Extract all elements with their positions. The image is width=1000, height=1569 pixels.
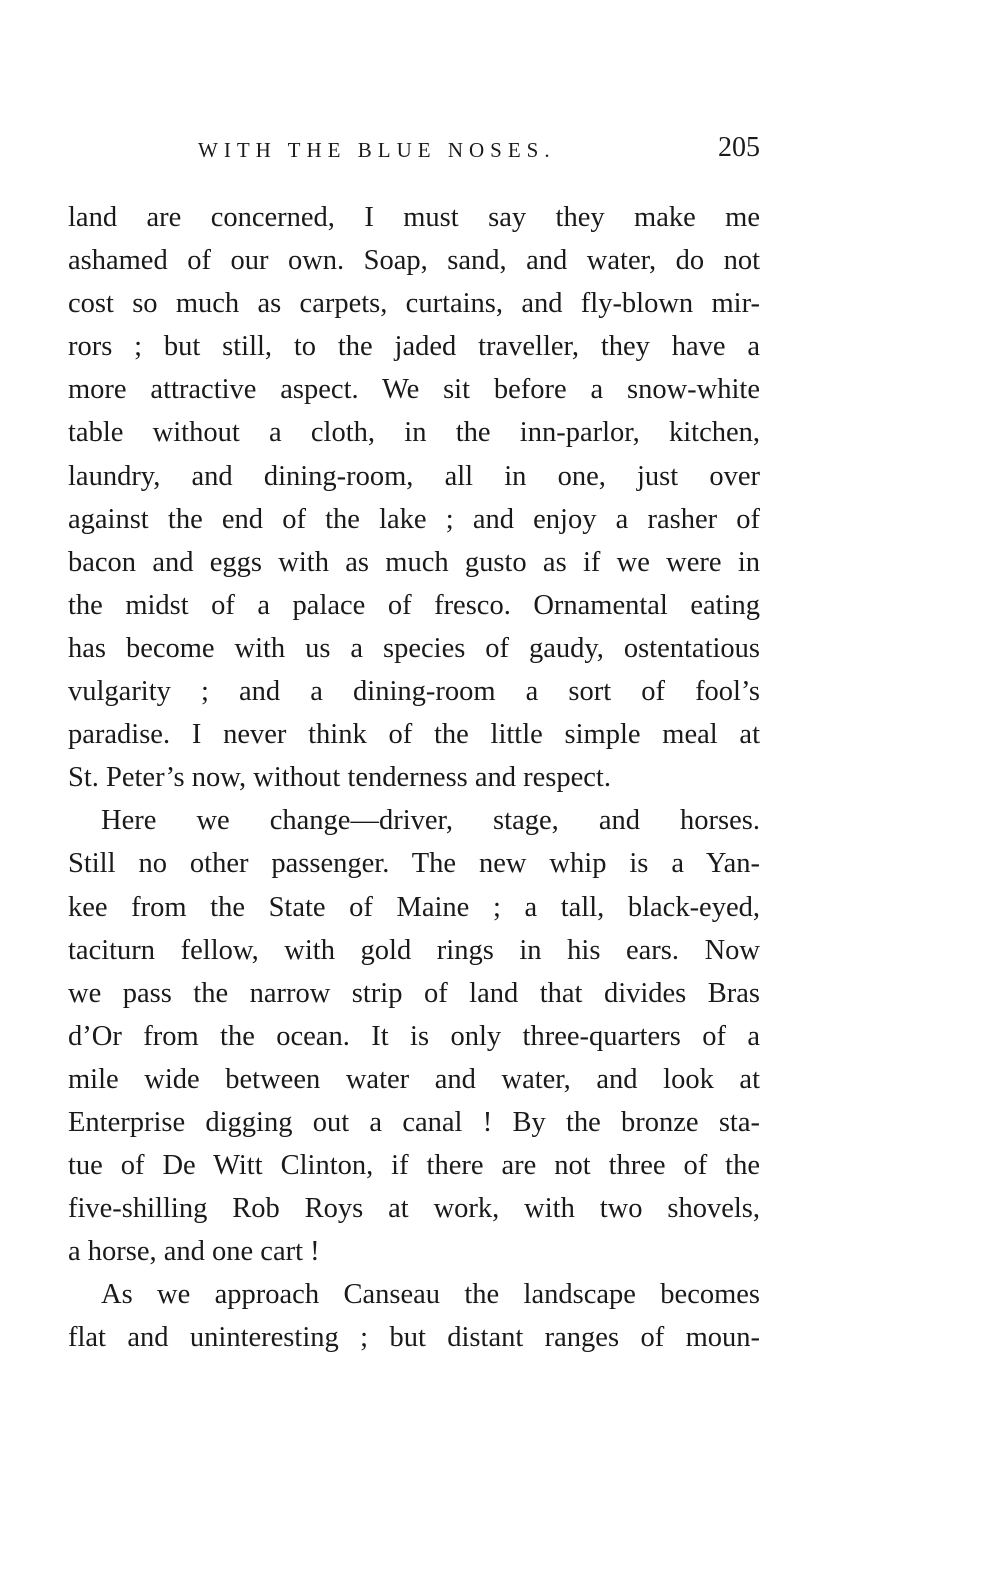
paragraph [68, 1273, 760, 1359]
text-line: As we approach Canseau the landscape becomes [101, 1279, 760, 1311]
running-title: WITH THE BLUE NOSES. [198, 138, 556, 162]
text-line: five-shilling Rob Roys at work, with two shovels, [68, 1193, 760, 1225]
text-line: d’Or from the ocean. It is only three-quarters of a [68, 1020, 760, 1052]
text-line: kee from the State of Maine ; a tall, black-eyed, [68, 891, 760, 923]
text-line: against the end of the lake ; and enjoy a rasher of [68, 503, 760, 535]
text-line: more attractive aspect. We sit before a snow-white [68, 374, 760, 406]
text-line: we pass the narrow strip of land that divides Bras [68, 977, 760, 1009]
text-line: land are concerned, I must say they make me [68, 202, 760, 233]
text-line: St. Peter’s now, without tenderness and respect. [68, 762, 611, 794]
text-line: laundry, and dining-room, all in one, just over [68, 460, 760, 492]
text-line: Still no other passenger. The new whip is a Yan- [68, 848, 760, 880]
text-line: paradise. I never think of the little simple meal at [68, 719, 760, 751]
text-line: bacon and eggs with as much gusto as if we were in [68, 546, 760, 578]
running-header [68, 132, 760, 168]
page-body [68, 196, 760, 1360]
text-line: Enterprise digging out a canal ! By the bronze sta- [68, 1106, 760, 1138]
text-line: vulgarity ; and a dining-room a sort of fool’s [68, 676, 760, 708]
text-line: has become with us a species of gaudy, ostentatious [68, 632, 760, 664]
text-line: mile wide between water and water, and look at [68, 1063, 760, 1095]
text-line: taciturn fellow, with gold rings in his ears. Now [68, 934, 760, 966]
paragraph [68, 196, 760, 799]
text-line: flat and uninteresting ; but distant ranges of moun- [68, 1322, 760, 1354]
text-line: tue of De Witt Clinton, if there are not three of the [68, 1150, 760, 1182]
text-line: Here we change—driver, stage, and horses. [101, 805, 760, 837]
text-line: the midst of a palace of fresco. Ornamental eating [68, 589, 760, 621]
text-line: ashamed of our own. Soap, sand, and water, do not [68, 245, 760, 277]
text-line: rors ; but still, to the jaded traveller, they have a [68, 331, 760, 363]
paragraph [68, 799, 760, 1273]
page-number: 205 [718, 132, 760, 163]
text-line: table without a cloth, in the inn-parlor, kitchen, [68, 417, 760, 449]
text-line: cost so much as carpets, curtains, and fly-blown mir- [68, 288, 760, 320]
text-line: a horse, and one cart ! [68, 1236, 320, 1268]
